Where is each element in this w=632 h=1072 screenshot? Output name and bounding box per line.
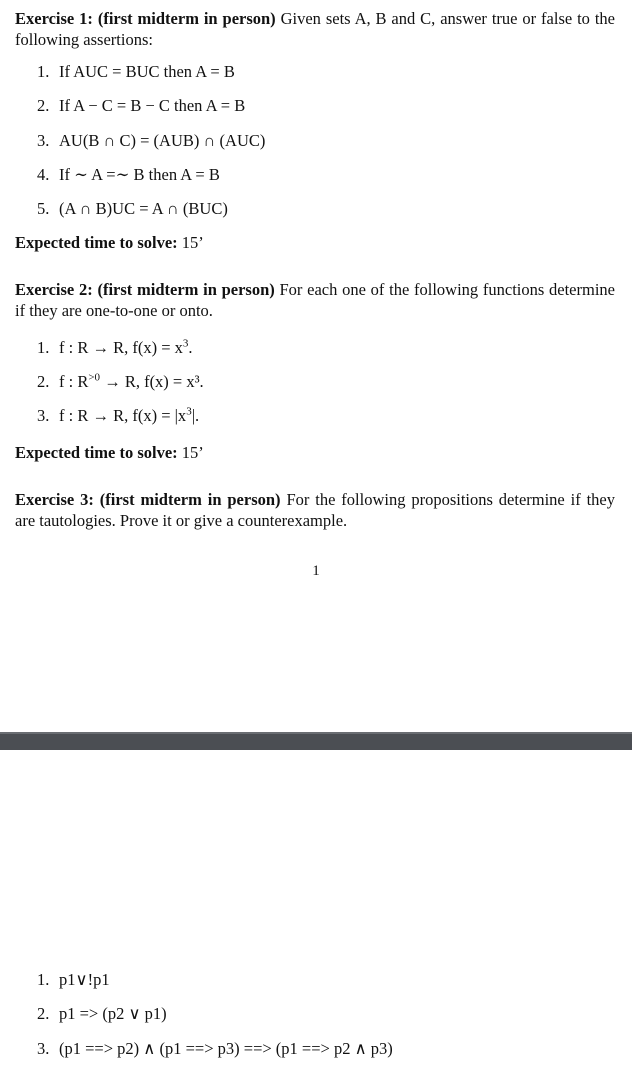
exercise-3-text: For the following propositions determine if they are tautologies. Prove it or give a counterexample.: [15, 490, 616, 530]
exercise-1-item-1: 1. If AUC = BUC then A = B: [37, 62, 235, 81]
exercise-3-title: Exercise 3:: [15, 490, 94, 509]
exercise-1-text: Given sets A, B and C, answer true or false to the following assertions:: [15, 9, 615, 49]
page-separator: [0, 732, 632, 750]
page-2: [0, 750, 632, 1072]
exercise-1-item-3: 3. AU(B ∩ C) = (AUB) ∩ (AUC): [37, 131, 266, 150]
exercise-3-item-3: 3. (p1 ==> p2) ∧ (p1 ==> p3) ==> (p1 ==> p2 ∧ p3): [37, 1039, 393, 1058]
exercise-2-statement: [15, 279, 615, 321]
exercise-3-statement: [15, 489, 615, 531]
exercise-1-item-5: 5. (A ∩ B)UC = A ∩ (BUC): [37, 199, 228, 218]
page-separator-highlight: [0, 732, 632, 734]
page-number: 1: [312, 563, 320, 579]
exercise-3-item-2: 2. p1 => (p2 ∨ p1): [37, 1004, 167, 1023]
exercise-1-expected-time: Expected time to solve: 15’: [15, 233, 204, 252]
exercise-3-item-1: 1. p1∨!p1: [37, 970, 110, 989]
exercise-1-item-2: 2. If A − C = B − C then A = B: [37, 96, 246, 115]
exercise-1-title: Exercise 1:: [15, 9, 93, 28]
exercise-2-expected-time: Expected time to solve: 15’: [15, 443, 204, 462]
exercise-1-tag: (first midterm in person): [97, 9, 276, 28]
exercise-1-statement: [15, 8, 615, 50]
exercise-2-item-2: 2. f : $R^{>0} \to R$, f(x) = x³.: [37, 371, 204, 391]
exercise-3-tag: (first midterm in person): [99, 490, 281, 509]
exercise-2-item-1: 1. f : R → R, $f(x) = x^3$.: [37, 337, 193, 357]
exercise-2-text: For each one of the following functions determine if they are one-to-one or onto.: [15, 280, 615, 320]
exercise-2-title: Exercise 2:: [15, 280, 93, 299]
exercise-1-item-4: 4. If ∼ A =∼ B then A = B: [37, 165, 220, 184]
exercise-2-tag: (first midterm in person): [97, 280, 275, 299]
exercise-2-item-3: 3. f : R → R, $f(x) = |x^3|$.: [37, 405, 200, 425]
